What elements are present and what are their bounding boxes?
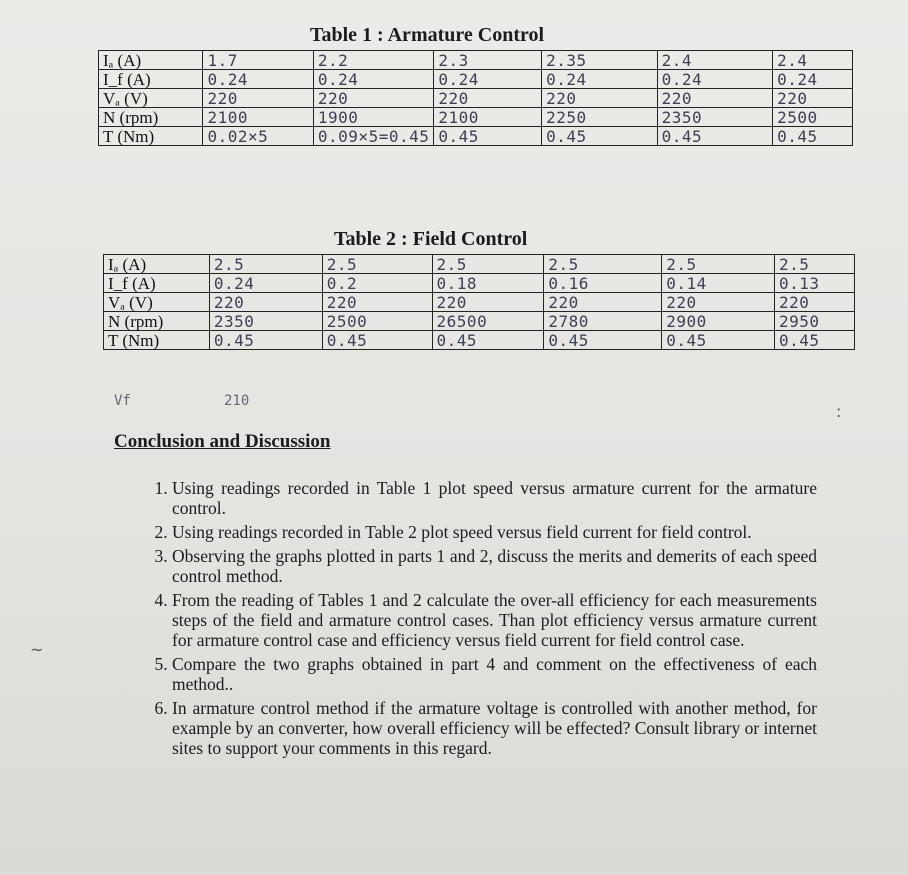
reading-cell: 0.45 [209, 331, 322, 350]
reading-cell: 2500 [773, 108, 853, 127]
table-row [104, 255, 855, 274]
reading-cell: 2100 [203, 108, 313, 127]
reading-cell: 0.24 [209, 274, 322, 293]
reading-cell: 220 [434, 89, 542, 108]
reading-cell: 2.5 [662, 255, 775, 274]
row-label: T (Nm) [99, 127, 203, 146]
reading-cell: 2.2 [313, 51, 433, 70]
row-label: T (Nm) [104, 331, 210, 350]
question-list [136, 478, 817, 762]
question-item: 3. Observing the graphs plotted in parts 1 and 2, discuss the merits and demerits of each speed control method. [172, 546, 817, 586]
table-row [104, 312, 855, 331]
reading-cell: 0.45 [657, 127, 772, 146]
table1-armature-control [98, 50, 853, 146]
reading-cell: 220 [432, 293, 544, 312]
reading-cell: 0.18 [432, 274, 544, 293]
reading-cell: 2900 [662, 312, 775, 331]
section-heading: Conclusion and Discussion [114, 431, 331, 452]
table-row [99, 89, 853, 108]
reading-cell: 0.45 [432, 331, 544, 350]
reading-cell: 0.24 [203, 70, 313, 89]
reading-cell: 2350 [657, 108, 772, 127]
reading-cell: 0.14 [662, 274, 775, 293]
table2-field-control [103, 254, 855, 350]
table-row [99, 70, 853, 89]
row-label: I_f (A) [99, 70, 203, 89]
reading-cell: 2.5 [775, 255, 855, 274]
table2-title: Table 2 : Field Control [334, 228, 528, 250]
reading-cell: 2.35 [542, 51, 657, 70]
question-item: 1. Using readings recorded in Table 1 plot speed versus armature current for the armature control. [172, 478, 817, 518]
margin-colon-mark: : [836, 402, 842, 421]
table-row [104, 331, 855, 350]
reading-cell: 0.24 [313, 70, 433, 89]
table-row [104, 274, 855, 293]
reading-cell: 2500 [322, 312, 432, 331]
reading-cell: 0.16 [544, 274, 662, 293]
reading-cell: 2100 [434, 108, 542, 127]
reading-cell: 220 [775, 293, 855, 312]
reading-cell: 2250 [542, 108, 657, 127]
row-label: N (rpm) [99, 108, 203, 127]
row-label: Iₐ (A) [99, 51, 203, 70]
reading-cell: 2.4 [657, 51, 772, 70]
table1-title: Table 1 : Armature Control [310, 24, 545, 46]
reading-cell: 220 [203, 89, 313, 108]
reading-cell: 0.02×5 [203, 127, 313, 146]
reading-cell: 220 [544, 293, 662, 312]
reading-cell: 2.3 [434, 51, 542, 70]
reading-cell: 0.45 [662, 331, 775, 350]
reading-cell: 220 [657, 89, 772, 108]
reading-cell: 0.24 [434, 70, 542, 89]
row-label: Vₐ (V) [99, 89, 203, 108]
reading-cell: 2780 [544, 312, 662, 331]
reading-cell: 0.2 [322, 274, 432, 293]
row-label: N (rpm) [104, 312, 210, 331]
reading-cell: 26500 [432, 312, 544, 331]
reading-cell: 0.13 [775, 274, 855, 293]
field-voltage-label: Vf [114, 393, 131, 409]
reading-cell: 0.45 [434, 127, 542, 146]
reading-cell: 1.7 [203, 51, 313, 70]
reading-cell: 0.24 [657, 70, 772, 89]
question-item: 2. Using readings recorded in Table 2 plot speed versus field current for field control. [172, 522, 817, 542]
field-voltage-value: 210 [224, 393, 250, 409]
table-row [99, 51, 853, 70]
reading-cell: 220 [313, 89, 433, 108]
question-item: 5. Compare the two graphs obtained in part 4 and comment on the effectiveness of each method.. [172, 654, 817, 694]
row-label: Iₐ (A) [104, 255, 210, 274]
reading-cell: 0.45 [542, 127, 657, 146]
table-row [99, 108, 853, 127]
reading-cell: 0.24 [542, 70, 657, 89]
question-item: 4. From the reading of Tables 1 and 2 calculate the over-all efficiency for each measurements steps of the field and armature control cases. Than plot efficiency versus armature current for armature control case and efficiency versus field current for field control case. [172, 590, 817, 650]
reading-cell: 0.09×5=0.45 [313, 127, 433, 146]
reading-cell: 0.45 [773, 127, 853, 146]
reading-cell: 2.5 [209, 255, 322, 274]
margin-tick-mark: ~ [30, 640, 44, 659]
table-row [99, 127, 853, 146]
reading-cell: 2.5 [322, 255, 432, 274]
reading-cell: 0.24 [773, 70, 853, 89]
table-row [104, 293, 855, 312]
reading-cell: 2350 [209, 312, 322, 331]
reading-cell: 220 [209, 293, 322, 312]
row-label: Vₐ (V) [104, 293, 210, 312]
question-item: 6. In armature control method if the armature voltage is controlled with another method, for example by an converter, how overall efficiency will be effected? Consult library or internet sites to support your comments in this regard. [172, 698, 817, 758]
reading-cell: 1900 [313, 108, 433, 127]
reading-cell: 220 [773, 89, 853, 108]
reading-cell: 220 [662, 293, 775, 312]
reading-cell: 2950 [775, 312, 855, 331]
reading-cell: 2.5 [432, 255, 544, 274]
reading-cell: 220 [322, 293, 432, 312]
reading-cell: 2.4 [773, 51, 853, 70]
reading-cell: 0.45 [544, 331, 662, 350]
reading-cell: 0.45 [775, 331, 855, 350]
reading-cell: 220 [542, 89, 657, 108]
reading-cell: 0.45 [322, 331, 432, 350]
row-label: I_f (A) [104, 274, 210, 293]
reading-cell: 2.5 [544, 255, 662, 274]
